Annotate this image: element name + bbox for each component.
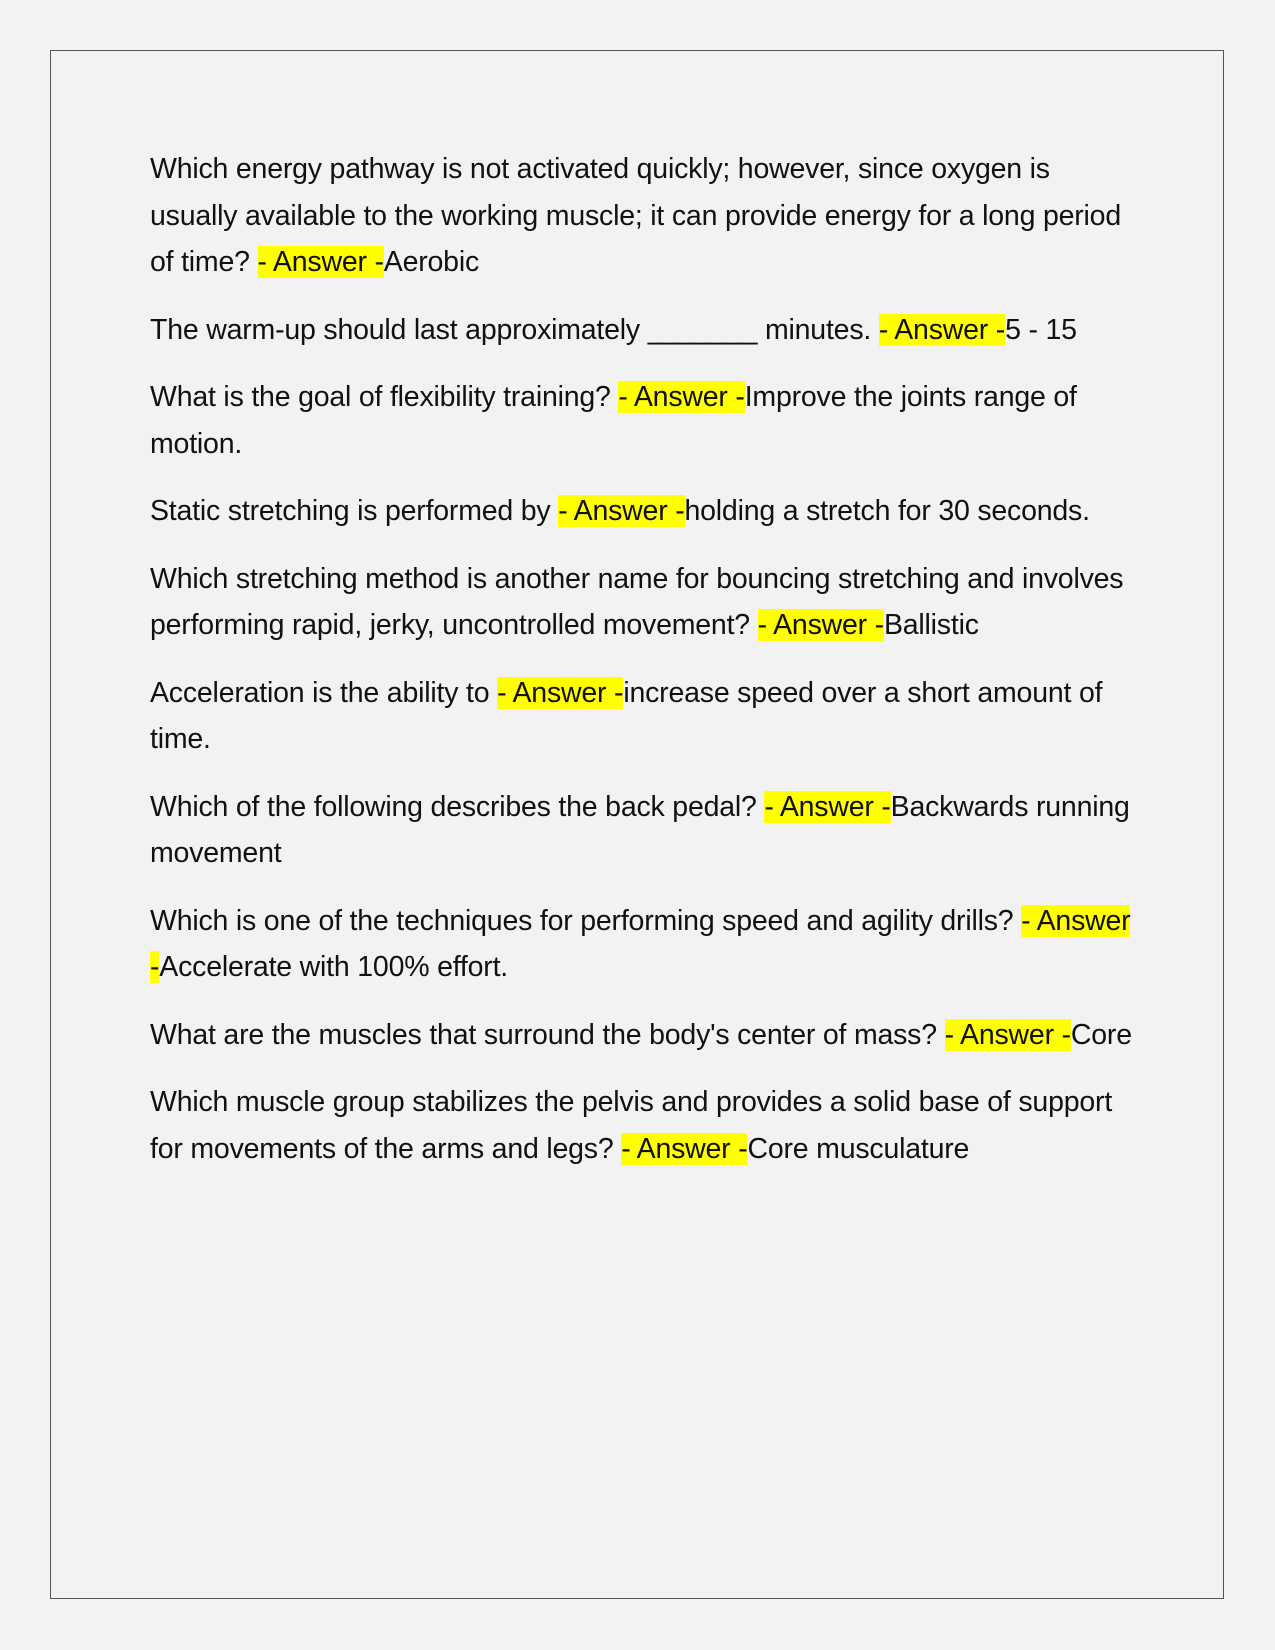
question-text: Which energy pathway is not activated quickly; however, since oxygen is usually available to the working muscle; it can provide energy for a long period of time? [150,153,1121,278]
qa-item-3 [150,374,1135,467]
question-text: What are the muscles that surround the body's center of mass? [150,1018,945,1051]
answer-marker: - Answer - [257,246,384,278]
question-text: What is the goal of flexibility training? [150,381,619,413]
answer-text: Ballistic [883,609,979,641]
question-text: Which stretching method is another name for bouncing stretching and involves performing rapid, jerky, uncontrolled movement? [150,562,1124,641]
question-text: Acceleration is the ability to [150,676,498,709]
answer-marker: - Answer - [878,313,1006,346]
qa-item-2 [150,307,1135,354]
answer-marker: - Answer - [558,495,685,527]
answer-marker: - Answer - [621,1132,748,1165]
answer-text: holding a stretch for 30 seconds. [684,495,1090,527]
question-text: Which muscle group stabilizes the pelvis and provides a solid base of support for movements of the arms and legs? [150,1086,1113,1165]
qa-item-5 [150,556,1135,649]
qa-item-10 [150,1079,1135,1172]
question-text: Which is one of the techniques for performing speed and agility drills? [150,904,1022,937]
answer-text: Improve the joints range of motion. [150,381,1077,460]
question-text: The warm-up should last approximately _______ minutes. [150,313,879,346]
qa-item-1 [150,146,1135,286]
answer-text: Core [1070,1018,1132,1051]
question-text: Static stretching is performed by [150,495,559,527]
answer-text: Accelerate with 100% effort. [159,951,509,983]
answer-text: Backwards running movement [150,790,1130,869]
document-body [150,146,1135,1193]
question-text: Which of the following describes the back pedal? [150,790,765,823]
answer-marker: - Answer - [497,676,624,709]
qa-item-8 [150,898,1135,991]
answer-marker: - Answer - [150,904,1131,983]
answer-marker: - Answer - [944,1018,1071,1051]
answer-marker: - Answer - [764,790,891,823]
answer-marker: - Answer - [618,381,745,413]
answer-text: Core musculature [747,1132,970,1165]
answer-text: increase speed over a short amount of time. [150,676,1103,755]
answer-text: 5 - 15 [1005,313,1077,346]
qa-item-7 [150,784,1135,877]
answer-marker: - Answer - [757,609,884,641]
qa-item-4 [150,488,1135,535]
answer-text: Aerobic [383,246,480,278]
qa-item-9 [150,1012,1135,1059]
qa-item-6 [150,670,1135,763]
